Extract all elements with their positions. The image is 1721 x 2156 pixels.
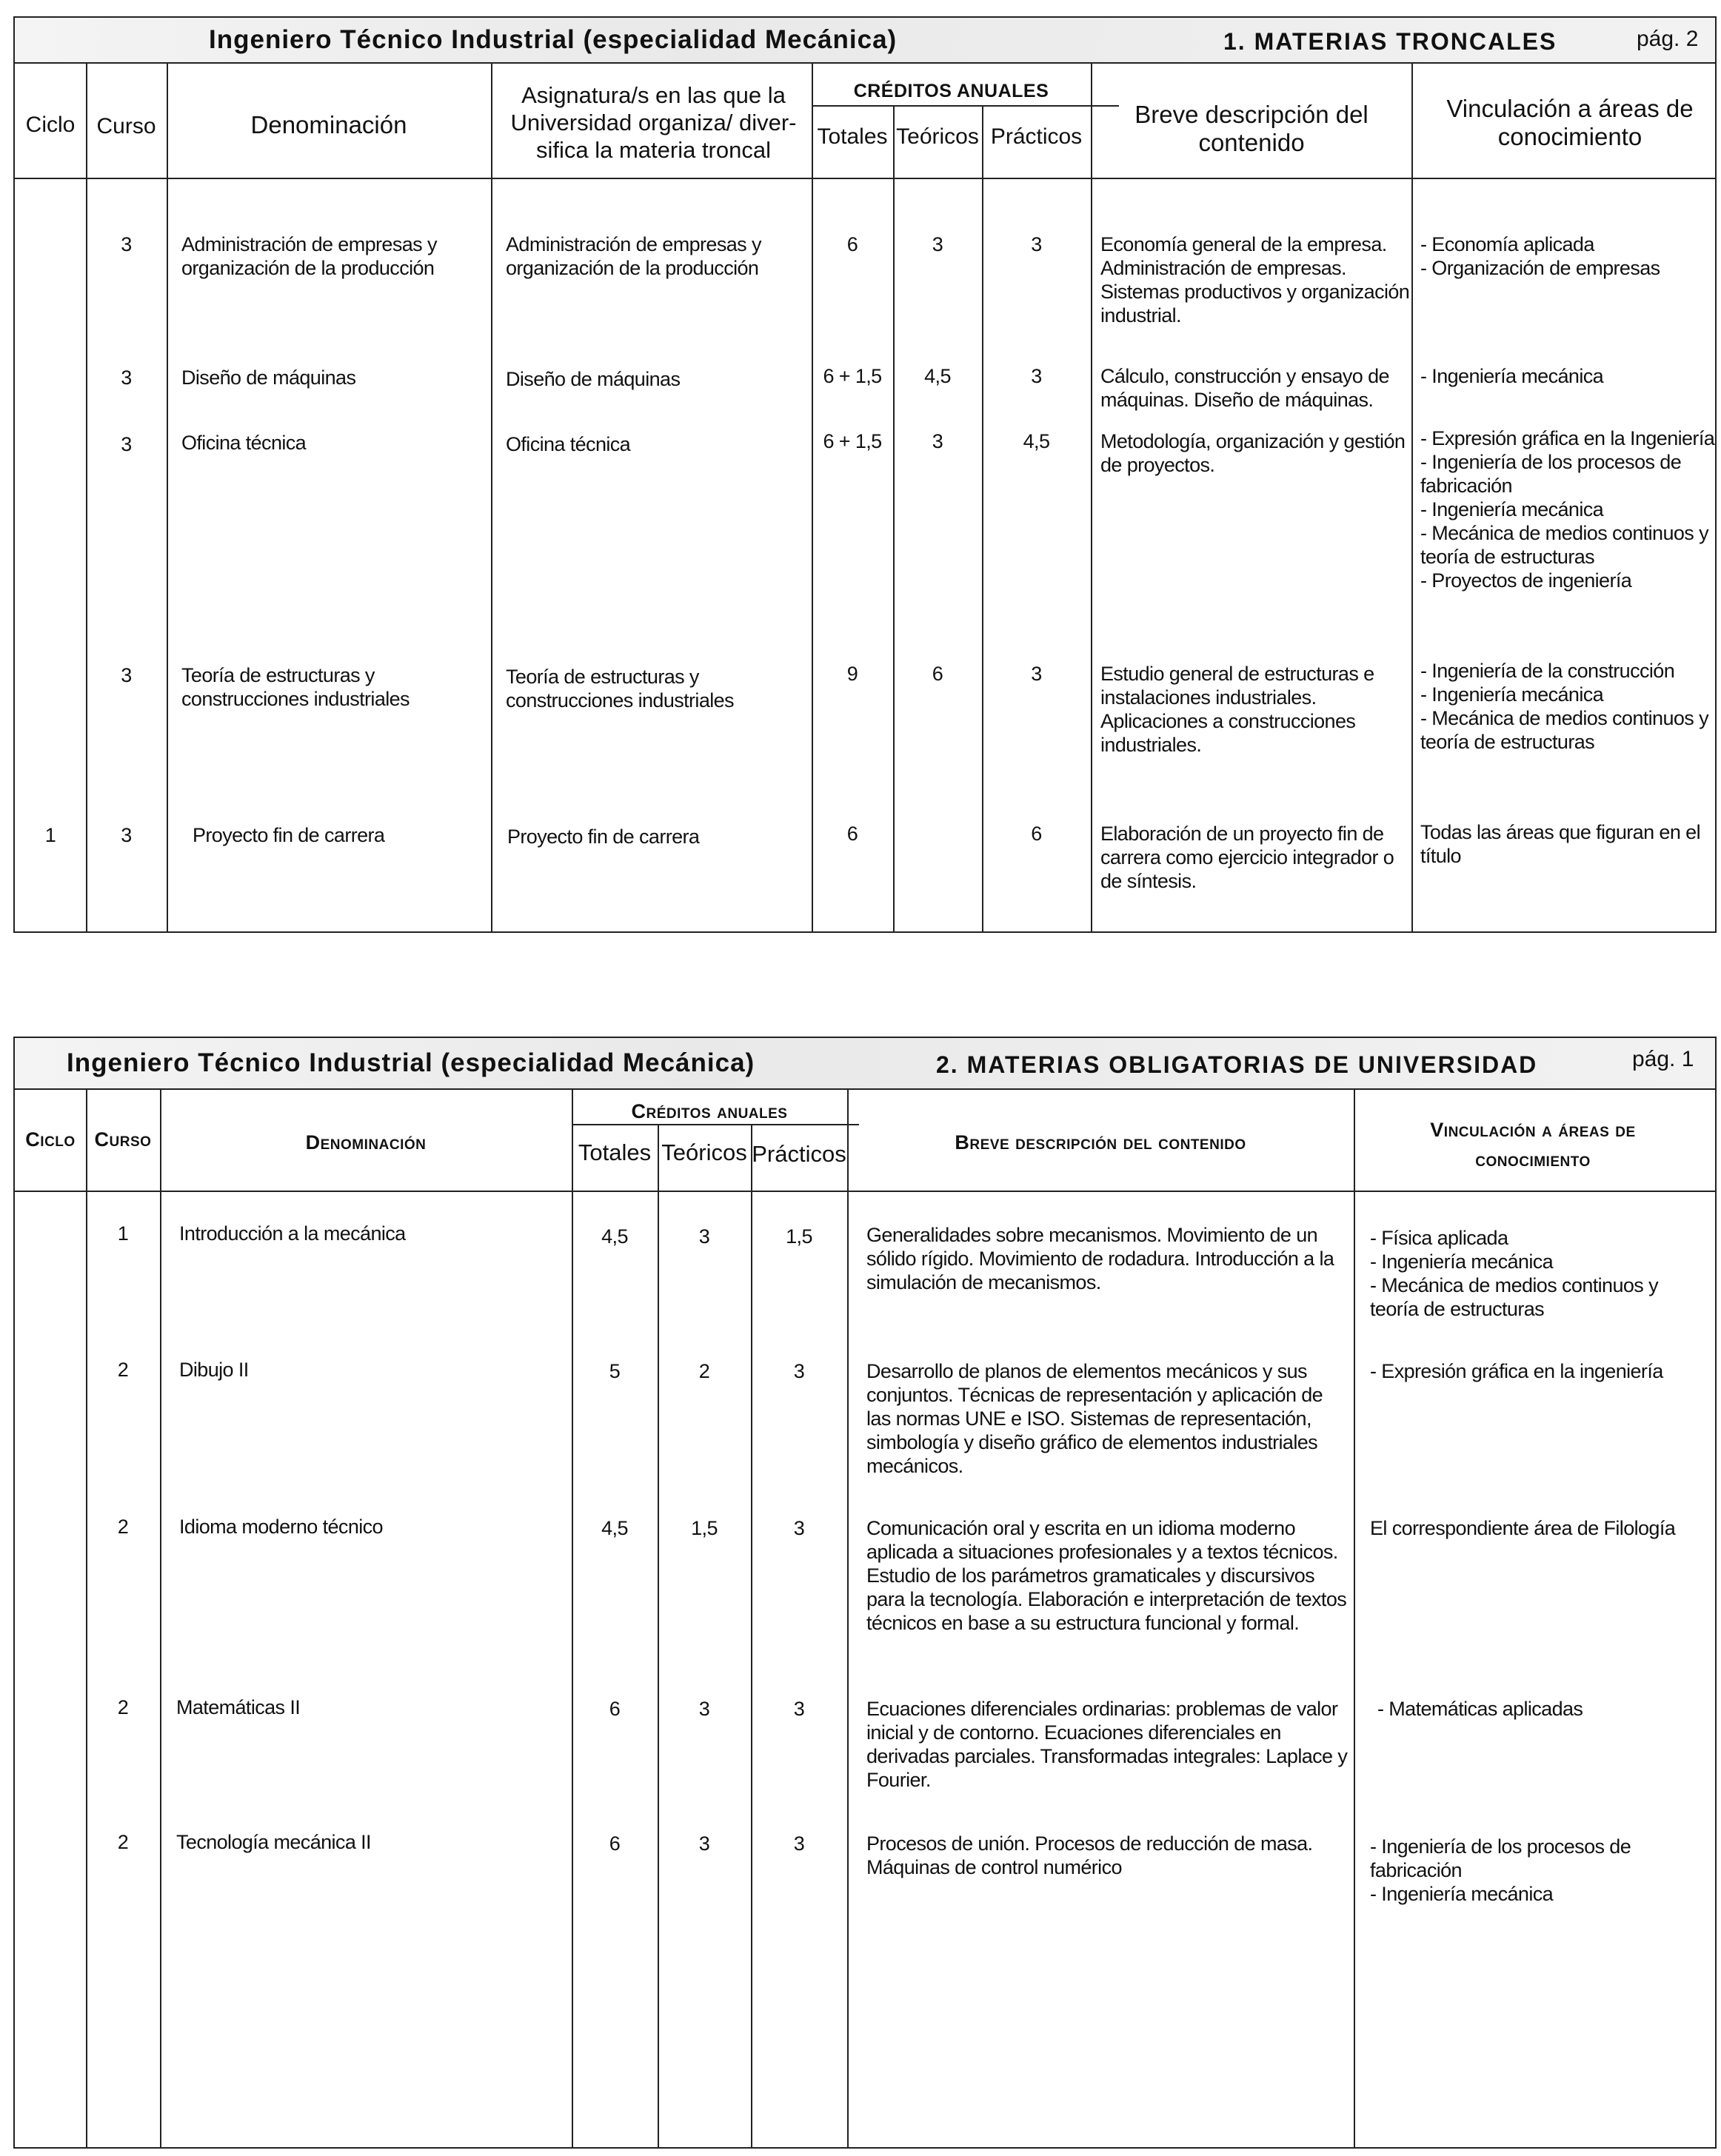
teoricos-cell: 4,5 xyxy=(924,365,951,387)
column-divider xyxy=(893,105,895,931)
header-descripcion: Breve descripción del contenido xyxy=(1134,101,1369,156)
column-divider xyxy=(658,1124,659,2147)
descripcion-cell: Desarrollo de planos de elementos mecánicos y sus conjuntos. Técnicas de representación y aplicación de las normas UNE e ISO. Sistemas de representación, simbología y diseño gráfico de elementos industriales mecánicos. xyxy=(866,1360,1323,1477)
materias-troncales-table xyxy=(13,16,1717,933)
column-divider xyxy=(167,62,168,931)
column-divider xyxy=(1091,62,1092,931)
totales-cell: 5 xyxy=(609,1360,621,1382)
creditos-rule xyxy=(812,105,1119,107)
descripcion-cell: Elaboración de un proyecto fin de carrera como ejercicio integrador o de síntesis. xyxy=(1100,823,1394,892)
header-bottom-rule xyxy=(15,178,1715,179)
descripcion-cell: Metodología, organización y gestión de proyectos. xyxy=(1100,430,1406,476)
denominacion-cell: Oficina técnica xyxy=(181,432,307,454)
curso-cell: 2 xyxy=(117,1516,129,1538)
totales-cell: 9 xyxy=(846,663,858,685)
header-curso: Curso xyxy=(96,114,156,138)
teoricos-cell: 3 xyxy=(698,1832,710,1855)
totales-cell: 6 + 1,5 xyxy=(823,430,882,452)
teoricos-cell: 2 xyxy=(698,1360,710,1382)
vinculacion-cell: - Ingeniería de los procesos de fabricación - Ingeniería mecánica xyxy=(1370,1835,1631,1905)
column-divider xyxy=(751,1124,752,2147)
vinculacion-cell: - Ingeniería mecánica xyxy=(1420,365,1604,387)
column-divider xyxy=(86,62,87,931)
asignatura-cell: Administración de empresas y organización de la producción xyxy=(506,233,761,279)
header-denominacion: Denominación xyxy=(305,1131,427,1154)
practicos-cell: 3 xyxy=(793,1832,805,1855)
vinculacion-cell: - Economía aplicada - Organización de empresas xyxy=(1420,233,1660,279)
header-creditos-anuales: CRÉDITOS ANUALES xyxy=(853,81,1049,101)
descripcion-cell: Estudio general de estructuras e instalaciones industriales. Aplicaciones a construcciones industriales. xyxy=(1100,663,1374,756)
vinculacion-cell: Todas las áreas que figuran en el título xyxy=(1420,821,1700,867)
header-bottom-rule xyxy=(15,1191,1715,1192)
teoricos-cell: 1,5 xyxy=(691,1517,718,1539)
header-curso: Curso xyxy=(94,1128,152,1151)
vinculacion-cell: El correspondiente área de Filología xyxy=(1370,1517,1676,1539)
practicos-cell: 1,5 xyxy=(786,1225,812,1248)
column-divider xyxy=(982,105,983,931)
totales-cell: 6 xyxy=(609,1832,621,1855)
practicos-cell: 3 xyxy=(793,1517,805,1539)
teoricos-cell: 3 xyxy=(932,430,943,452)
denominacion-cell: Introducción a la mecánica xyxy=(179,1222,406,1245)
asignatura-cell: Teoría de estructuras y construcciones industriales xyxy=(506,666,734,712)
descripcion-cell: Procesos de unión. Procesos de reducción de masa. Máquinas de control numérico xyxy=(866,1832,1313,1878)
column-divider xyxy=(1354,1088,1355,2147)
totales-cell: 6 xyxy=(846,823,858,845)
descripcion-cell: Economía general de la empresa. Administración de empresas. Sistemas productivos y organización industrial. xyxy=(1100,233,1410,327)
column-divider xyxy=(1411,62,1413,931)
title-bar xyxy=(15,1038,1715,1090)
teoricos-cell: 3 xyxy=(698,1225,710,1248)
curso-cell: 2 xyxy=(117,1696,129,1718)
practicos-cell: 6 xyxy=(1031,823,1042,845)
denominacion-cell: Matemáticas II xyxy=(176,1696,301,1718)
vinculacion-cell: - Expresión gráfica en la Ingeniería - Ingeniería de los procesos de fabricación - Ingeniería mecánica - Mecánica de medios continuos y teoría de estructuras - Proyectos de ingeniería xyxy=(1420,427,1715,592)
descripcion-cell: Comunicación oral y escrita en un idioma moderno aplicada a situaciones profesionales y a textos técnicos. Estudio de los parámetros gramaticales y discursivos para la tecnología. Elaboración e interpretación de textos técnicos en base a su estructura funcional y formal. xyxy=(866,1517,1347,1634)
header-totales: Totales xyxy=(817,124,888,149)
descripcion-cell: Cálculo, construcción y ensayo de máquinas. Diseño de máquinas. xyxy=(1100,365,1389,411)
header-ciclo: Ciclo xyxy=(25,113,76,137)
denominacion-cell: Proyecto fin de carrera xyxy=(193,824,385,846)
section-title: 2. MATERIAS OBLIGATORIAS DE UNIVERSIDAD xyxy=(936,1051,1538,1078)
column-divider xyxy=(491,62,492,931)
header-vinculacion: Vinculación a áreas de conocimiento xyxy=(1446,95,1694,150)
title-bar xyxy=(15,18,1715,64)
practicos-cell: 3 xyxy=(1031,663,1042,685)
totales-cell: 4,5 xyxy=(601,1225,628,1248)
column-divider xyxy=(160,1088,161,2147)
practicos-cell: 3 xyxy=(1031,365,1042,387)
curso-cell: 2 xyxy=(117,1831,129,1853)
denominacion-cell: Teoría de estructuras y construcciones industriales xyxy=(181,664,410,710)
denominacion-cell: Administración de empresas y organización de la producción xyxy=(181,233,437,279)
asignatura-cell: Proyecto fin de carrera xyxy=(507,826,700,848)
curso-cell: 3 xyxy=(121,233,132,255)
practicos-cell: 3 xyxy=(793,1698,805,1720)
asignatura-cell: Diseño de máquinas xyxy=(506,368,681,390)
header-ciclo: Ciclo xyxy=(25,1128,76,1151)
denominacion-cell: Tecnología mecánica II xyxy=(176,1831,371,1853)
header-teoricos: Teóricos xyxy=(896,124,979,149)
totales-cell: 6 xyxy=(609,1698,621,1720)
header-practicos: Prácticos xyxy=(990,124,1083,149)
teoricos-cell: 3 xyxy=(932,233,943,255)
totales-cell: 6 + 1,5 xyxy=(823,365,882,387)
curso-cell: 1 xyxy=(117,1222,129,1245)
header-asignatura: Asignatura/s en las que la Universidad organiza/ diver- sifica la materia troncal xyxy=(510,82,797,163)
column-divider xyxy=(847,1088,849,2147)
curso-cell: 3 xyxy=(121,824,132,846)
totales-cell: 4,5 xyxy=(601,1517,628,1539)
degree-title: Ingeniero Técnico Industrial (especialidad Mecánica) xyxy=(67,1048,755,1077)
practicos-cell: 3 xyxy=(1031,233,1042,255)
practicos-cell: 4,5 xyxy=(1023,430,1050,452)
denominacion-cell: Idioma moderno técnico xyxy=(179,1516,383,1538)
header-descripcion: Breve descripción del contenido xyxy=(955,1131,1246,1154)
header-teoricos: Teóricos xyxy=(661,1139,747,1165)
ciclo-cell: 1 xyxy=(44,824,56,846)
vinculacion-cell: - Matemáticas aplicadas xyxy=(1377,1698,1583,1720)
header-practicos: Prácticos xyxy=(752,1141,846,1167)
header-creditos-anuales: Créditos anuales xyxy=(631,1100,788,1122)
section-title: 1. MATERIAS TRONCALES xyxy=(1223,28,1557,55)
practicos-cell: 3 xyxy=(793,1360,805,1382)
materias-obligatorias-table xyxy=(13,1037,1717,2149)
descripcion-cell: Ecuaciones diferenciales ordinarias: problemas de valor inicial y de contorno. Ecuaciones diferenciales en derivadas parciales. Transformadas integrales: Laplace y Fourier. xyxy=(866,1698,1348,1791)
column-divider xyxy=(86,1088,87,2147)
vinculacion-cell: - Ingeniería de la construcción - Ingeniería mecánica - Mecánica de medios continuos y teoría de estructuras xyxy=(1420,660,1709,753)
column-divider xyxy=(812,62,813,931)
curso-cell: 3 xyxy=(121,664,132,686)
curso-cell: 3 xyxy=(121,433,132,455)
teoricos-cell: 6 xyxy=(932,663,943,685)
header-denominacion: Denominación xyxy=(250,111,407,138)
teoricos-cell: 3 xyxy=(698,1698,710,1720)
vinculacion-cell: - Física aplicada - Ingeniería mecánica - Mecánica de medios continuos y teoría de estructuras xyxy=(1370,1227,1659,1320)
totales-cell: 6 xyxy=(846,233,858,255)
asignatura-cell: Oficina técnica xyxy=(506,433,631,455)
header-totales: Totales xyxy=(578,1139,652,1165)
curso-cell: 3 xyxy=(121,366,132,389)
curso-cell: 2 xyxy=(117,1359,129,1381)
header-vinculacion: Vinculación a áreas de conocimiento xyxy=(1430,1119,1636,1171)
denominacion-cell: Dibujo II xyxy=(179,1359,249,1381)
degree-title: Ingeniero Técnico Industrial (especialidad Mecánica) xyxy=(209,25,898,54)
vinculacion-cell: - Expresión gráfica en la ingeniería xyxy=(1370,1360,1663,1382)
denominacion-cell: Diseño de máquinas xyxy=(181,366,356,389)
page-number: pág. 1 xyxy=(1632,1047,1694,1071)
page-number: pág. 2 xyxy=(1637,27,1699,51)
descripcion-cell: Generalidades sobre mecanismos. Movimiento de un sólido rígido. Movimiento de rodadura. Introducción a la simulación de mecanismos. xyxy=(866,1224,1334,1293)
